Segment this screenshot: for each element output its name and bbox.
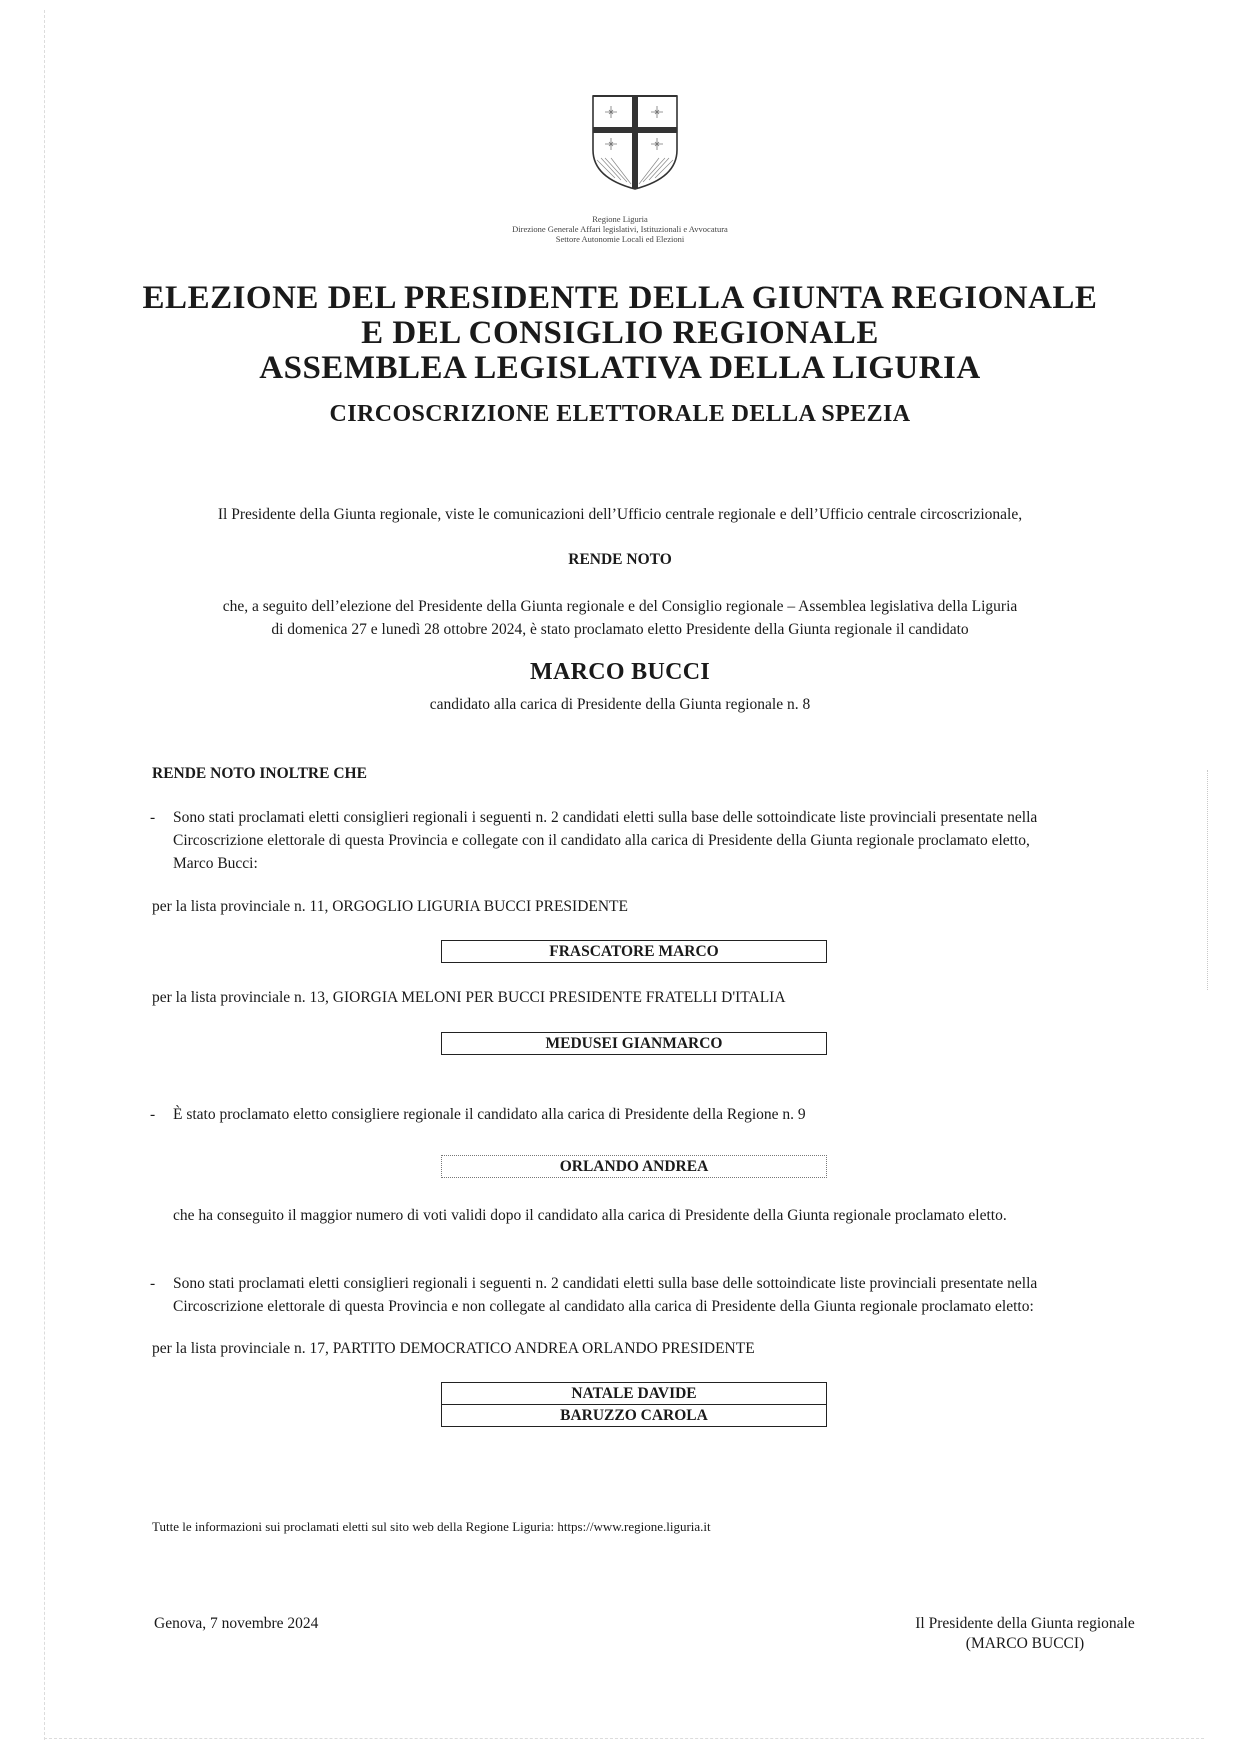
list-13-elected-box [441,1032,827,1055]
title-line-3: ASSEMBLEA LEGISLATIVA DELLA LIGURIA [259,350,981,386]
intro-text: Il Presidente della Giunta regionale, viste le comunicazioni dell’Ufficio centrale regionale e dell’Ufficio centrale circoscrizionale, [217,506,1023,523]
elected-name-cell: FRASCATORE MARCO [549,943,719,960]
bullet-2-text: È stato proclamato eletto consigliere regionale il candidato alla carica di Presidente della Regione n. 9 [173,1106,806,1123]
bullet-3-line-1: Sono stati proclamati eletti consiglieri regionali i seguenti n. 2 candidati eletti sulla base delle sottoindicate liste provinciali presentate nella [173,1275,1038,1292]
title-line-2: E DEL CONSIGLIO REGIONALE [361,315,879,351]
bullet-2-note: che ha conseguito il maggior numero di voti validi dopo il candidato alla carica di Presidente della Giunta regionale proclamato eletto. [173,1207,1007,1224]
bullet-3-line-2: Circoscrizione elettorale di questa Provincia e non collegate al candidato alla carica di Presidente della Giunta regionale proclamato eletto: [173,1298,1034,1315]
elected-president-name: MARCO BUCCI [530,659,710,685]
result-line-1: che, a seguito dell’elezione del Presidente della Giunta regionale e del Consiglio regionale – Assemblea legislativa della Liguria [222,598,1018,615]
signer-title: Il Presidente della Giunta regionale [915,1615,1135,1632]
regione-liguria-emblem-icon [585,92,685,192]
president-candidate-elected-box [441,1155,827,1178]
header-org-name: Regione Liguria [592,214,648,224]
elected-name-cell: MEDUSEI GIANMARCO [545,1035,723,1052]
bullet-1-line-1: Sono stati proclamati eletti consiglieri regionali i seguenti n. 2 candidati eletti sulla base delle sottoindicate liste provinciali presentate nella [173,809,1038,826]
result-line-2: di domenica 27 e lunedì 28 ottobre 2024, è stato proclamato eletto Presidente della Giunta regionale il candidato [271,621,969,638]
signer-name: (MARCO BUCCI) [965,1635,1085,1652]
list-17-label: per la lista provinciale n. 17, PARTITO DEMOCRATICO ANDREA ORLANDO PRESIDENTE [152,1340,755,1357]
footer-info: Tutte le informazioni sui proclamati eletti sul sito web della Regione Liguria: https://www.regione.liguria.it [152,1519,711,1534]
list-13-label: per la lista provinciale n. 13, GIORGIA MELONI PER BUCCI PRESIDENTE FRATELLI D'ITALIA [152,989,786,1006]
subtitle-circoscrizione: CIRCOSCRIZIONE ELETTORALE DELLA SPEZIA [329,401,911,427]
scan-margin-bottom [44,1738,1204,1739]
scan-margin-left [44,10,45,1740]
title-line-1: ELEZIONE DEL PRESIDENTE DELLA GIUNTA REGIONALE [142,280,1098,316]
bullet-1-text [173,806,1143,875]
bullet-3-text [173,1272,1143,1318]
list-17-elected-box [441,1382,827,1427]
place-date: Genova, 7 novembre 2024 [154,1615,319,1632]
list-11-label: per la lista provinciale n. 11, ORGOGLIO LIGURIA BUCCI PRESIDENTE [152,898,628,915]
elected-name-cell: ORLANDO ANDREA [559,1158,709,1175]
bullet-dash: - [150,1106,156,1123]
signature-block [890,1614,1160,1654]
rende-noto-inoltre-heading: RENDE NOTO INOLTRE CHE [152,765,367,782]
list-11-elected-box [441,940,827,963]
header-sector: Settore Autonomie Locali ed Elezioni [555,234,685,244]
header-department: Direzione Generale Affari legislativi, Istituzionali e Avvocatura [512,224,728,234]
bullet-3 [150,1272,1140,1320]
rende-noto-heading: RENDE NOTO [568,551,672,568]
scan-margin-right [1207,770,1208,990]
candidate-note: candidato alla carica di Presidente della Giunta regionale n. 8 [429,696,811,713]
elected-name-cell: BARUZZO CAROLA [442,1404,826,1426]
bullet-2 [150,1103,1140,1127]
bullet-dash: - [150,1275,156,1292]
elected-name-cell: NATALE DAVIDE [571,1385,697,1402]
bullet-1 [150,806,1140,876]
bullet-1-line-3: Marco Bucci: [173,855,258,872]
bullet-dash: - [150,809,156,826]
bullet-1-line-2: Circoscrizione elettorale di questa Provincia e collegate con il candidato alla carica di Presidente della Giunta regionale proclamato eletto, [173,832,1030,849]
